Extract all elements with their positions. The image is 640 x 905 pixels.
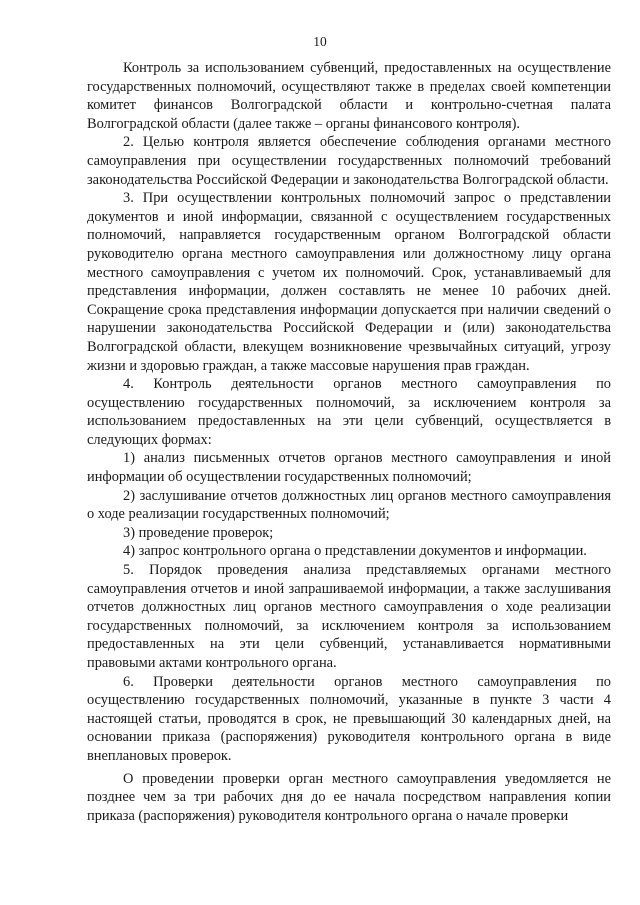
- paragraph-subvention-control: Контроль за использованием субвенций, предоставленных на осуществление государственных полномочий, осуществляют также в пределах своей компетенции комитет финансов Волгоградской области и контрольно-счетная палата Волгоградской области (далее также – органы финансового контроля).: [87, 60, 611, 132]
- list-item-2-hearing-reports: 2) заслушивание отчетов должностных лиц органов местного самоуправления о ходе реализации государственных полномочий;: [87, 487, 611, 523]
- paragraph-6-inspections: 6. Проверки деятельности органов местного самоуправления по осуществлению государственных полномочий, указанные в пункте 3 части 4 настоящей статьи, проводятся в срок, не превышающий 30 календарных дней, на основании приказа (распоряжения) руководителя контрольного органа в виде внеплановых проверок.: [87, 673, 611, 764]
- list-item-3-inspections: 3) проведение проверок;: [123, 524, 274, 541]
- paragraph-3-information-request: 3. При осуществлении контрольных полномочий запрос о представлении документов и иной информации, связанной с осуществлением государственных полномочий, направляется государственным органом Волгоградской области руководителю органа местного самоуправления или должностному лицу органа местного самоуправления с учетом их полномочий. Срок, устанавливаемый для представления информации, должен составлять не менее 10 рабочих дней. Сокращение срока представления информации допускается при наличии сведений о нарушении законодательства Российской Федерации и (или) законодательства Волгоградской области, влекущем возникновение чрезвычайных ситуаций, угрозу жизни и здоровью граждан, а также массовые нарушения прав граждан.: [87, 190, 611, 374]
- list-item-4-document-request: 4) запрос контрольного органа о представлении документов и информации.: [123, 543, 587, 560]
- paragraph-inspection-notice: О проведении проверки орган местного самоуправления уведомляется не позднее чем за три рабочих дня до ее начала посредством направления копии приказа (распоряжения) руководителя контрольного органа о начале проверки: [87, 770, 611, 824]
- page-number: 10: [313, 34, 327, 49]
- document-body: [87, 59, 611, 825]
- paragraph-4-control-forms: 4. Контроль деятельности органов местного самоуправления по осуществлению государственных полномочий, за исключением контроля за использованием предоставленных на эти цели субвенций, осуществляется в следующих формах:: [87, 376, 611, 448]
- paragraph-5-analysis-procedure: 5. Порядок проведения анализа представляемых органами местного самоуправления отчетов и иной запрашиваемой информации, а также заслушивания отчетов должностных лиц органов местного самоуправления о ходе реализации государственных полномочий, за исключением контроля за использованием предоставленных на эти цели субвенций, устанавливается нормативными правовыми актами контрольного органа.: [87, 562, 611, 671]
- list-item-1-report-analysis: 1) анализ письменных отчетов органов местного самоуправления и иной информации об осуществлении государственных полномочий;: [87, 450, 611, 486]
- paragraph-2-control-goal: 2. Целью контроля является обеспечение соблюдения органами местного самоуправления при осуществлении государственных полномочий требований законодательства Российской Федерации и законодательства Волгоградской области.: [87, 134, 611, 188]
